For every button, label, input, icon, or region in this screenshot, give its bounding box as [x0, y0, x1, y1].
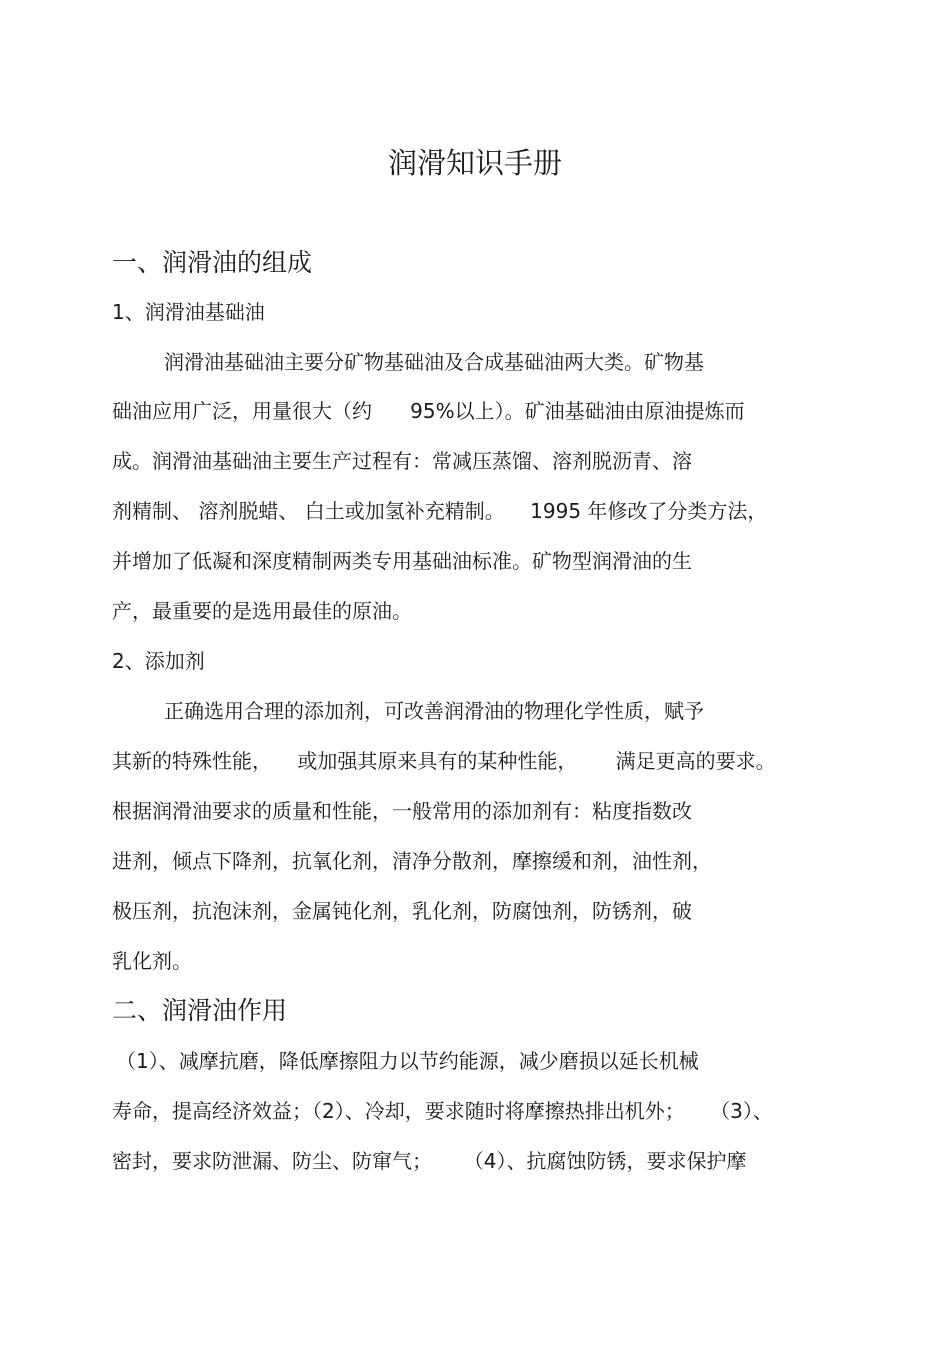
paragraph-line: 剂精制、 溶剂脱蜡、 白土或加氢补充精制。 1995 年修改了分类方法，	[112, 499, 768, 523]
paragraph-line: 根据润滑油要求的质量和性能，一般常用的添加剂有：粘度指数改	[112, 799, 692, 823]
subsection2-heading: 2、添加剂	[112, 649, 205, 673]
section1-heading: 一、润滑油的组成	[112, 248, 313, 277]
paragraph-line: 正确选用合理的添加剂，可改善润滑油的物理化学性质，赋予	[164, 699, 704, 723]
subsection1-heading: 1、润滑油基础油	[112, 300, 265, 324]
paragraph-line: 成。润滑油基础油主要生产过程有：常减压蒸馏、溶剂脱沥青、溶	[112, 449, 692, 473]
paragraph-line: 其新的特殊性能， 或加强其原来具有的某种性能， 满足更高的要求。	[112, 749, 776, 773]
paragraph-line: （1）、减摩抗磨，降低摩擦阻力以节约能源，减少磨损以延长机械	[116, 1049, 699, 1073]
document-title: 润滑知识手册	[387, 146, 562, 180]
paragraph-line: 极压剂，抗泡沫剂，金属钝化剂，乳化剂，防腐蚀剂，防锈剂，破	[112, 899, 692, 923]
paragraph-line: 进剂，倾点下降剂，抗氧化剂，清净分散剂，摩擦缓和剂，油性剂，	[112, 849, 712, 873]
paragraph-line: 并增加了低凝和深度精制两类专用基础油标准。矿物型润滑油的生	[112, 549, 692, 573]
section2-heading: 二、润滑油作用	[112, 996, 288, 1025]
paragraph-line: 乳化剂。	[112, 949, 192, 973]
paragraph-line: 润滑油基础油主要分矿物基础油及合成基础油两大类。矿物基	[164, 350, 704, 374]
paragraph-line: 寿命，提高经济效益；（2）、冷却，要求随时将摩擦热排出机外； （3）、	[112, 1099, 773, 1123]
paragraph-line: 密封，要求防泄漏、防尘、防窜气； （4）、抗腐蚀防锈，要求保护摩	[112, 1149, 747, 1173]
paragraph-line: 产，最重要的是选用最佳的原油。	[112, 599, 412, 623]
paragraph-line: 础油应用广泛，用量很大（约 95%以上）。矿油基础油由原油提炼而	[112, 399, 745, 423]
